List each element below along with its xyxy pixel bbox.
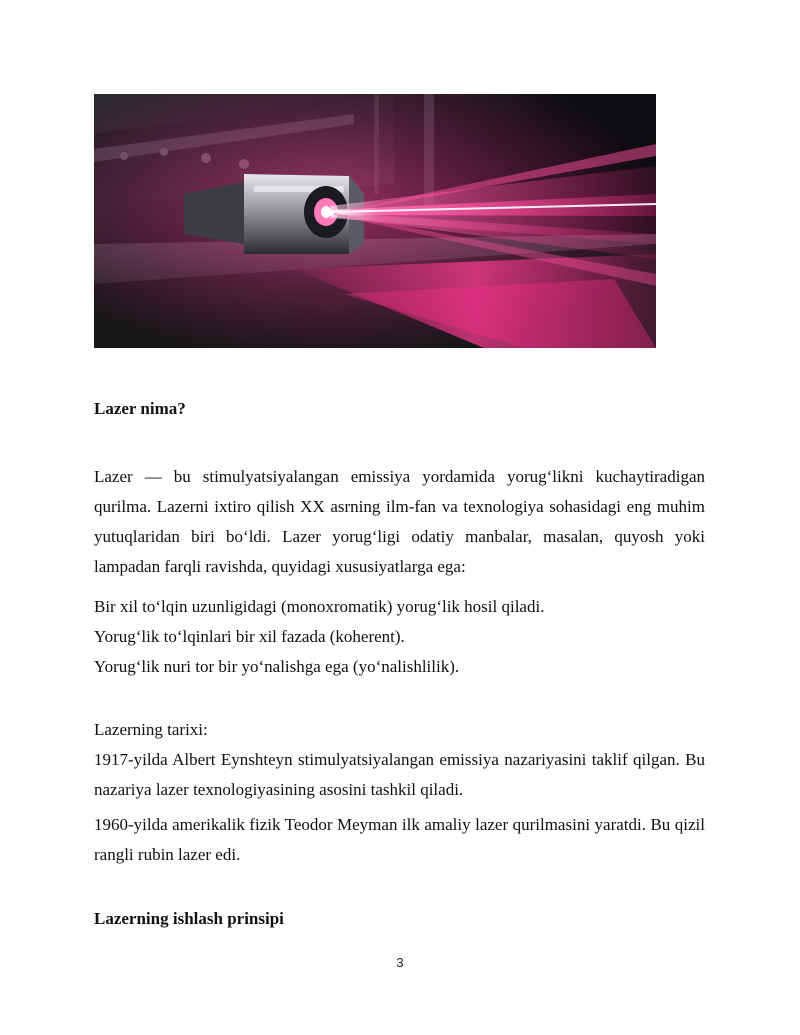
history-heading: Lazerning tarixi:	[94, 720, 208, 739]
feature-item: Yorug‘lik nuri tor bir yo‘nalishga ega (yo‘nalishlilik).	[94, 657, 460, 676]
feature-item: Yorug‘lik to‘lqinlari bir xil fazada (koherent).	[94, 627, 405, 646]
section-principle	[94, 904, 705, 934]
history-paragraph: 1960-yilda amerikalik fizik Teodor Meyman ilk amaliy lazer qurilmasini yaratdi. Bu qizil rangli rubin lazer edi.	[94, 815, 705, 864]
feature-list	[94, 592, 705, 682]
laser-photo	[94, 94, 656, 348]
page-number: 3	[396, 955, 404, 970]
section-heading: Lazerning ishlash prinsipi	[94, 909, 284, 928]
history-paragraph: 1917-yilda Albert Eynshteyn stimulyatsiyalangan emissiya nazariyasini taklif qilgan. Bu nazariya lazer texnologiyasining asosini tashkil qiladi.	[94, 750, 705, 799]
laser-illustration	[94, 94, 656, 348]
section-lazer-nima	[94, 394, 705, 424]
feature-item: Bir xil to‘lqin uzunligidagi (monoxromatik) yorug‘lik hosil qiladi.	[94, 597, 545, 616]
section-heading: Lazer nima?	[94, 399, 186, 418]
intro-paragraph: Lazer — bu stimulyatsiyalangan emissiya yordamida yorug‘likni kuchaytiradigan qurilma. Lazerni ixtiro qilish XX asrning ilm-fan va texnologiya sohasidagi eng muhim yutuqlaridan biri bo‘ldi. Lazer yorug‘ligi odatiy manbalar, masalan, quyosh yoki lampadan farqli ravishda, quyidagi xususiyatlarga ega:	[94, 467, 705, 576]
